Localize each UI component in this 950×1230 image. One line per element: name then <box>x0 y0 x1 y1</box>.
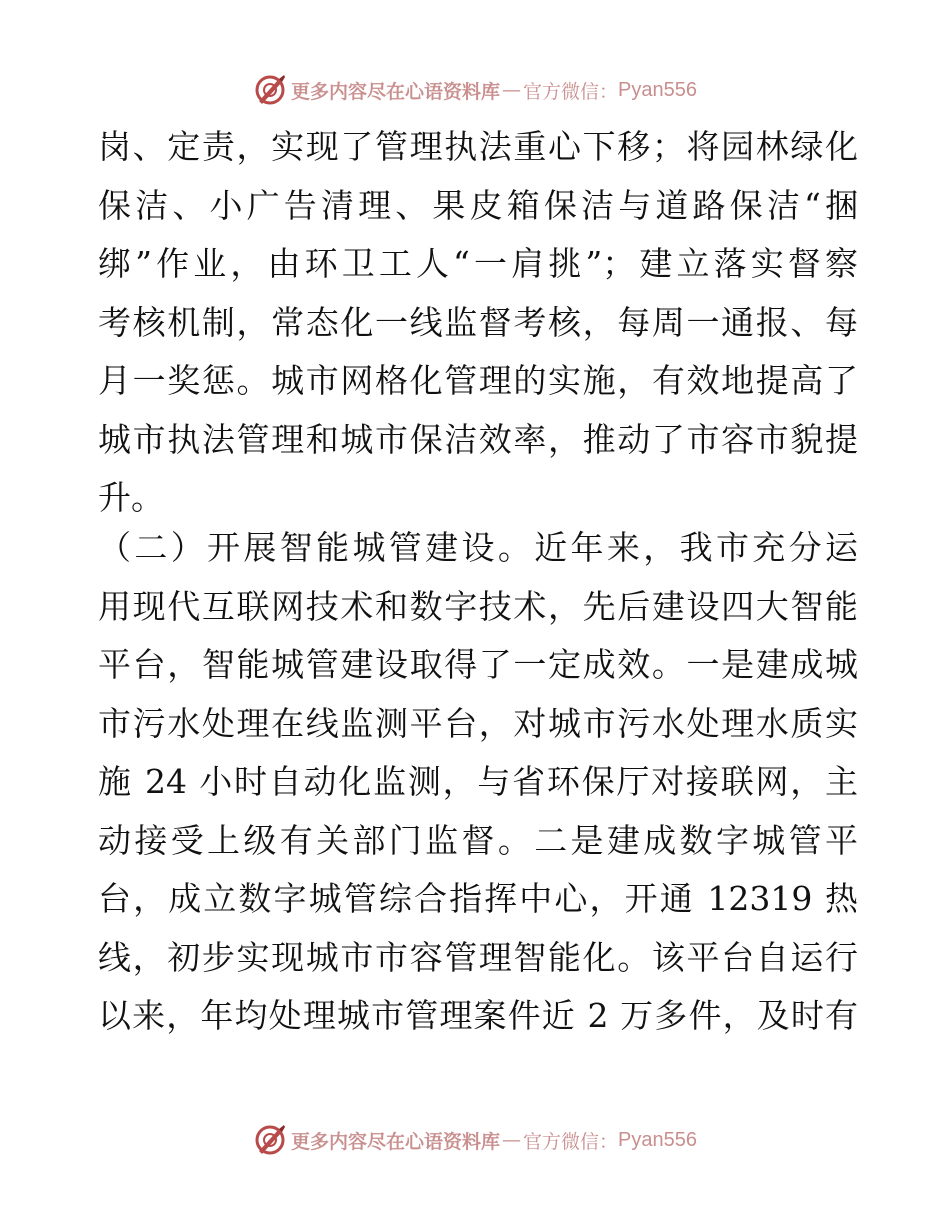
text-line: 以来，年均处理城市管理案件近 2 万多件，及时有 <box>98 996 858 1035</box>
quill-logo-icon <box>253 73 287 107</box>
header-wechat-label: 官方微信： <box>523 80 619 103</box>
text-line: 升。 <box>98 478 164 517</box>
text-line: 用现代互联网技术和数字技术，先后建设四大智能 <box>98 586 858 626</box>
text-line: 施 24 小时自动化监测，与省环保厅对接联网，主 <box>98 762 858 801</box>
header-separator: — <box>502 79 522 101</box>
header-wechat-id: Pyan556 <box>618 78 697 101</box>
header-banner-text: 更多内容尽在心语资料库 <box>291 80 501 103</box>
footer-banner <box>0 1120 950 1160</box>
text-line: 线，初步实现城市市容管理智能化。该平台自运行 <box>98 937 858 977</box>
text-line: 城市执法管理和城市保洁效率，推动了市容市貌提 <box>98 419 858 459</box>
footer-banner-text: 更多内容尽在心语资料库 <box>291 1130 501 1153</box>
text-line: 保洁、小广告清理、果皮箱保洁与道路保洁“捆 <box>98 185 858 225</box>
text-line: 市污水处理在线监测平台，对城市污水处理水质实 <box>98 703 858 743</box>
text-line: 动接受上级有关部门监督。二是建成数字城管平 <box>98 820 858 860</box>
text-line: 绑”作业，由环卫工人“一肩挑”；建立落实督察 <box>98 244 858 283</box>
text-line: 月一奖惩。城市网格化管理的实施，有效地提高了 <box>98 361 858 400</box>
footer-wechat-id: Pyan556 <box>618 1128 697 1151</box>
text-line: （二）开展智能城管建设。近年来，我市充分运 <box>98 528 858 567</box>
text-line: 岗、定责，实现了管理执法重心下移；将园林绿化 <box>98 127 858 166</box>
text-line: 平台，智能城管建设取得了一定成效。一是建成城 <box>98 645 858 684</box>
footer-wechat-label: 官方微信： <box>523 1130 619 1153</box>
header-banner <box>0 70 950 110</box>
footer-separator: — <box>502 1129 522 1151</box>
paragraph-1 <box>98 118 858 528</box>
paragraph-2 <box>98 519 858 1046</box>
text-line: 台，成立数字城管综合指挥中心，开通 12319 热 <box>98 879 858 918</box>
quill-logo-icon <box>253 1123 287 1157</box>
text-line: 考核机制，常态化一线监督考核，每周一通报、每 <box>98 302 858 342</box>
